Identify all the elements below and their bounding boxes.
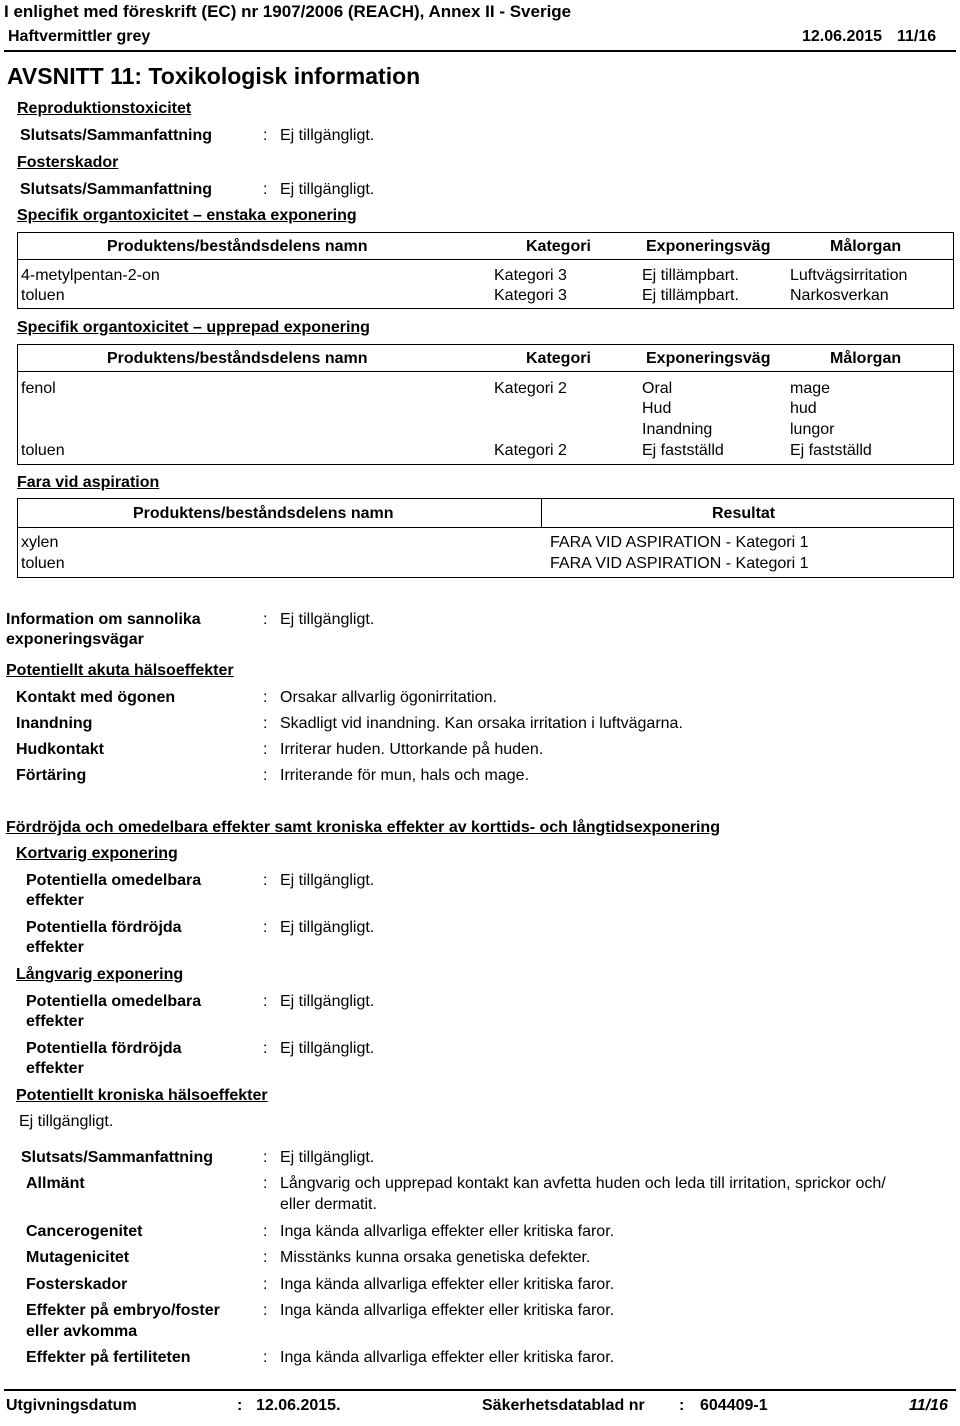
acute-value: Irriterande för mun, hals och mage. — [280, 767, 530, 784]
stot-single-col-route: Exponeringsväg — [646, 238, 771, 255]
header-date: 12.06.2015 — [802, 28, 883, 45]
colon: : — [263, 1249, 268, 1266]
header-divider — [4, 50, 956, 52]
header-page: 11/16 — [897, 28, 937, 45]
colon: : — [263, 741, 268, 758]
effect-label: effekter — [26, 939, 84, 956]
effect-label: effekter — [26, 1013, 84, 1030]
colon: : — [263, 1175, 268, 1192]
repro-label: Slutsats/Sammanfattning — [20, 127, 213, 144]
table-cell: Hud — [642, 400, 672, 417]
chronic-label: Slutsats/Sammanfattning — [21, 1149, 214, 1166]
footer-page: 11/16 — [909, 1397, 948, 1414]
stot-single-heading: Specifik organtoxicitet – enstaka exponering — [17, 207, 357, 224]
chronic-text: Ej tillgängligt. — [19, 1113, 114, 1130]
acute-label: Förtäring — [16, 767, 87, 784]
colon: : — [263, 1223, 268, 1240]
chronic-value: Misstänks kunna orsaka genetiska defekter. — [280, 1249, 591, 1266]
stot-repeated-col-route: Exponeringsväg — [646, 350, 771, 367]
acute-heading: Potentiellt akuta hälsoeffekter — [6, 662, 234, 679]
stot-repeated-col-category: Kategori — [526, 350, 591, 367]
short-exposure-heading: Kortvarig exponering — [16, 845, 178, 862]
colon: : — [263, 1040, 268, 1057]
table-cell: fenol — [21, 380, 56, 397]
effect-label: Potentiella omedelbara — [26, 872, 202, 889]
table-cell: toluen — [21, 442, 65, 459]
regulation-text: I enlighet med föreskrift (EC) nr 1907/2006 (REACH), Annex II - Sverige — [4, 2, 572, 21]
chronic-label: Effekter på embryo/foster — [26, 1302, 220, 1319]
table-cell: hud — [790, 400, 817, 417]
chronic-label: Cancerogenitet — [26, 1223, 143, 1240]
routes-colon: : — [263, 611, 268, 628]
acute-value: Irriterar huden. Uttorkande på huden. — [280, 741, 544, 758]
effect-label: Potentiella fördröjda — [26, 919, 182, 936]
aspiration-col-result: Resultat — [712, 505, 776, 522]
colon: : — [263, 872, 268, 889]
acute-label: Kontakt med ögonen — [16, 689, 176, 706]
effect-value: Ej tillgängligt. — [280, 993, 375, 1010]
stot-single-col-organ: Målorgan — [830, 238, 902, 255]
routes-value: Ej tillgängligt. — [280, 611, 375, 628]
effect-value: Ej tillgängligt. — [280, 919, 375, 936]
acute-value: Orsakar allvarlig ögonirritation. — [280, 689, 497, 706]
aspiration-heading: Fara vid aspiration — [17, 474, 160, 491]
foster-heading: Fosterskador — [17, 154, 119, 171]
chronic-value: Långvarig och upprepad kontakt kan avfetta huden och leda till irritation, sprickor och/ — [280, 1175, 886, 1192]
table-cell: Luftvägsirritation — [790, 267, 908, 284]
chronic-value: Inga kända allvarliga effekter eller kritiska faror. — [280, 1276, 615, 1293]
table-cell: mage — [790, 380, 831, 397]
table-cell: xylen — [21, 534, 59, 551]
chronic-value: Inga kända allvarliga effekter eller kritiska faror. — [280, 1223, 615, 1240]
table-cell: Ej tillämpbart. — [642, 267, 739, 284]
effect-label: Potentiella fördröjda — [26, 1040, 182, 1057]
chronic-label: Effekter på fertiliteten — [26, 1349, 191, 1366]
table-cell: Kategori 2 — [494, 442, 567, 459]
table-cell: toluen — [21, 555, 65, 572]
chronic-value: Inga kända allvarliga effekter eller kritiska faror. — [280, 1302, 615, 1319]
colon: : — [263, 767, 268, 784]
chronic-label: eller avkomma — [26, 1323, 138, 1340]
repro-colon: : — [263, 127, 268, 144]
repro-heading: Reproduktionstoxicitet — [17, 100, 192, 117]
chronic-value: Ej tillgängligt. — [280, 1149, 375, 1166]
table-cell: FARA VID ASPIRATION - Kategori 1 — [550, 534, 809, 551]
acute-label: Inandning — [16, 715, 93, 732]
table-cell: Kategori 3 — [494, 267, 567, 284]
effect-value: Ej tillgängligt. — [280, 1040, 375, 1057]
delayed-heading: Fördröjda och omedelbara effekter samt kroniska effekter av korttids- och långtidsexponering — [6, 819, 720, 836]
issue-date: 12.06.2015. — [256, 1397, 341, 1414]
effect-label: effekter — [26, 1060, 84, 1077]
colon: : — [263, 1349, 268, 1366]
colon: : — [263, 689, 268, 706]
chronic-value: Inga kända allvarliga effekter eller kritiska faror. — [280, 1349, 615, 1366]
footer-divider — [4, 1389, 956, 1391]
section-title: AVSNITT 11: Toxikologisk information — [7, 63, 421, 89]
table-cell: Kategori 2 — [494, 380, 567, 397]
colon: : — [263, 715, 268, 732]
stot-single-col-category: Kategori — [526, 238, 591, 255]
colon: : — [263, 919, 268, 936]
aspiration-col-name: Produktens/beståndsdelens namn — [133, 505, 394, 522]
stot-repeated-heading: Specifik organtoxicitet – upprepad exponering — [17, 319, 370, 336]
effect-label: Potentiella omedelbara — [26, 993, 202, 1010]
long-exposure-heading: Långvarig exponering — [16, 966, 184, 983]
footer-colon: : — [679, 1397, 685, 1414]
chronic-value: eller dermatit. — [280, 1196, 377, 1213]
stot-repeated-col-name: Produktens/beståndsdelens namn — [107, 350, 368, 367]
colon: : — [263, 1302, 268, 1319]
table-cell: Oral — [642, 380, 673, 397]
table-cell: toluen — [21, 287, 65, 304]
table-cell: FARA VID ASPIRATION - Kategori 1 — [550, 555, 809, 572]
foster-value: Ej tillgängligt. — [280, 181, 375, 198]
colon: : — [263, 1149, 268, 1166]
chronic-label: Allmänt — [26, 1175, 85, 1192]
acute-label: Hudkontakt — [16, 741, 104, 758]
chronic-label: Mutagenicitet — [26, 1249, 130, 1266]
table-cell: Kategori 3 — [494, 287, 567, 304]
effect-label: effekter — [26, 892, 84, 909]
chronic-label: Fosterskador — [26, 1276, 128, 1293]
table-cell: lungor — [790, 421, 835, 438]
product-name: Haftvermittler grey — [8, 28, 151, 45]
table-cell: Narkosverkan — [790, 287, 889, 304]
colon: : — [263, 993, 268, 1010]
repro-value: Ej tillgängligt. — [280, 127, 375, 144]
effect-value: Ej tillgängligt. — [280, 872, 375, 889]
stot-repeated-col-organ: Målorgan — [830, 350, 902, 367]
stot-single-col-name: Produktens/beståndsdelens namn — [107, 238, 368, 255]
table-cell: Ej tillämpbart. — [642, 287, 739, 304]
routes-label-1: Information om sannolika — [6, 611, 201, 628]
chronic-heading: Potentiellt kroniska hälsoeffekter — [16, 1087, 268, 1104]
table-cell: Inandning — [642, 421, 713, 438]
foster-label: Slutsats/Sammanfattning — [20, 181, 213, 198]
sds-number: 604409-1 — [700, 1397, 768, 1414]
footer-colon: : — [237, 1397, 243, 1414]
acute-value: Skadligt vid inandning. Kan orsaka irritation i luftvägarna. — [280, 715, 683, 732]
colon: : — [263, 1276, 268, 1293]
routes-label-2: exponeringsvägar — [6, 631, 144, 648]
table-cell: 4-metylpentan-2-on — [21, 267, 160, 284]
sds-label: Säkerhetsdatablad nr — [482, 1397, 645, 1414]
table-cell: Ej fastställd — [642, 442, 724, 459]
table-cell: Ej fastställd — [790, 442, 872, 459]
foster-colon: : — [263, 181, 268, 198]
issue-date-label: Utgivningsdatum — [6, 1397, 137, 1414]
